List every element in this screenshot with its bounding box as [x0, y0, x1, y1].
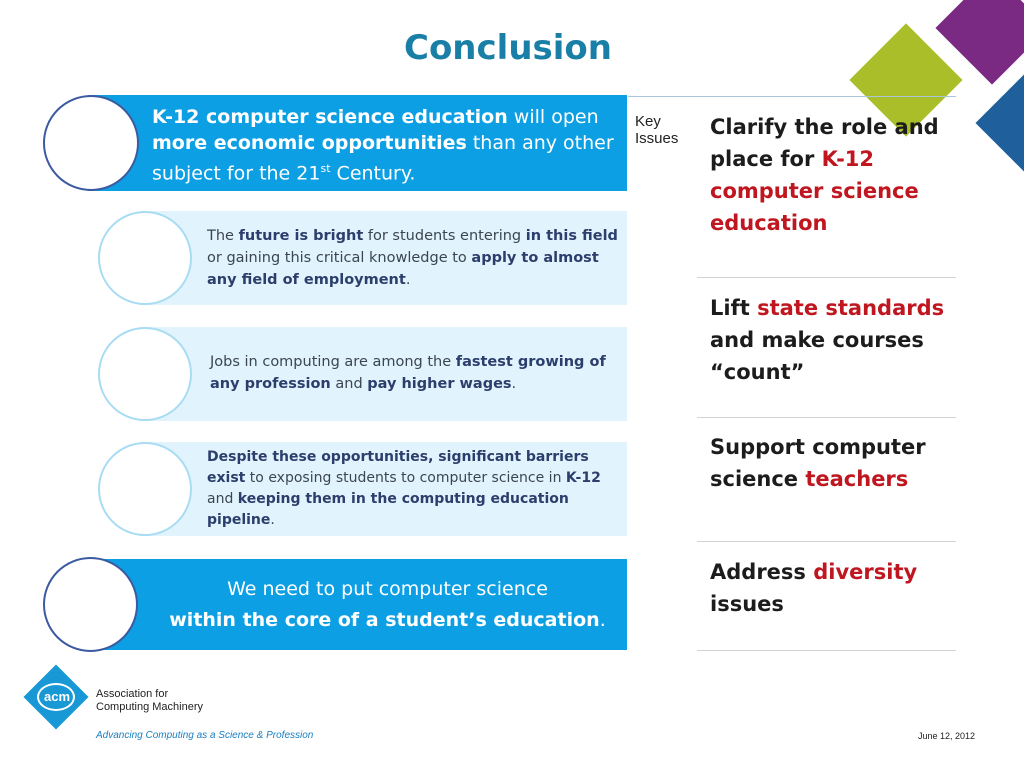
org-tagline: Advancing Computing as a Science & Profession: [96, 730, 314, 741]
point-text-1: K-12 computer science education will open more economic opportunities than any other subject for the 21st Century.: [152, 106, 614, 185]
issue-divider-3: [697, 541, 956, 542]
issue-divider-1: [697, 277, 956, 278]
issue-3: Support computer science teachers: [710, 435, 926, 491]
key-issues-top-rule: [628, 96, 956, 97]
point-text-5: We need to put computer science within the core of a student’s education.: [169, 578, 606, 631]
decor-diamond-navy: [976, 74, 1024, 173]
key-issues-label: Key Issues: [635, 113, 679, 147]
issue-divider-2: [697, 417, 956, 418]
point-circle-3: [98, 327, 192, 421]
acm-logo-text: acm: [43, 689, 71, 704]
point-circle-4: [98, 442, 192, 536]
point-circle-1: [43, 95, 139, 191]
issue-divider-4: [697, 650, 956, 651]
point-circle-2: [98, 211, 192, 305]
slide-date: June 12, 2012: [918, 731, 976, 741]
slide-title: Conclusion: [404, 28, 612, 68]
issue-1: Clarify the role and place for K-12 computer science education: [710, 115, 939, 235]
point-circle-5: [43, 557, 138, 652]
org-name: Association for Computing Machinery: [96, 688, 203, 713]
point-text-4: Despite these opportunities, significant barriers exist to exposing students to computer science in K-12 and keeping them in the computing education pipeline.: [207, 449, 601, 528]
issue-4: Address diversity issues: [710, 560, 918, 616]
issue-2: Lift state standards and make courses “count”: [710, 296, 945, 384]
point-text-3: Jobs in computing are among the fastest growing of any profession and pay higher wages.: [210, 354, 606, 392]
point-text-2: The future is bright for students entering in this field or gaining this critical knowledge to apply to almost any field of employment.: [207, 228, 618, 288]
